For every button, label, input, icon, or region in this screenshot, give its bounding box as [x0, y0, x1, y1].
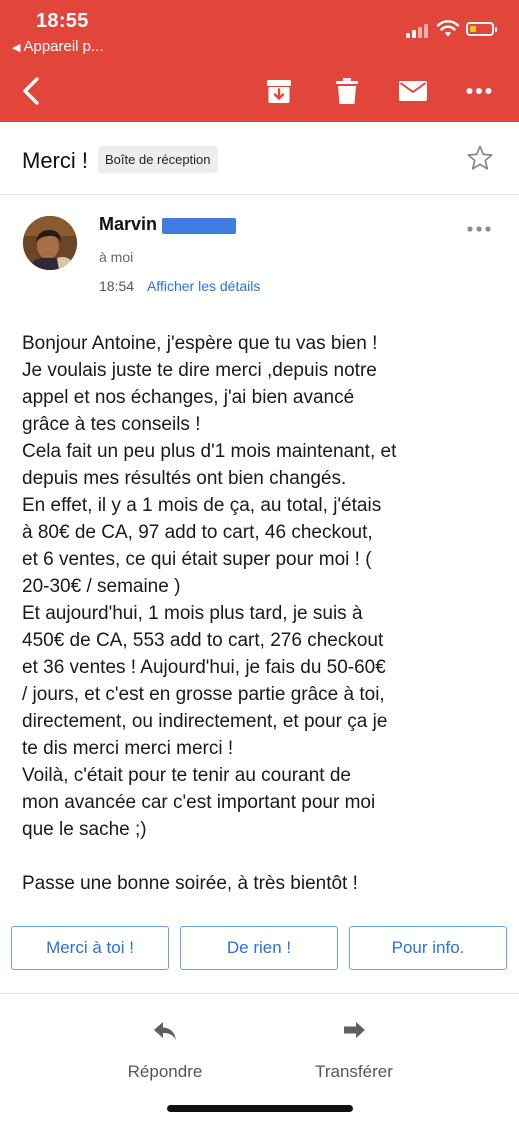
body-line: depuis mes résultés ont bien changés. — [22, 468, 347, 489]
smart-reply-2[interactable]: De rien ! — [180, 926, 338, 970]
forward-label: Transférer — [315, 1062, 393, 1081]
reply-button[interactable] — [95, 1016, 235, 1086]
star-icon[interactable] — [466, 144, 494, 172]
body-line: Bonjour Antoine, j'espère que tu vas bien ! — [22, 333, 378, 354]
body-line: 450€ de CA, 553 add to cart, 276 checkout — [22, 630, 384, 651]
back-triangle-icon: ◀ — [12, 42, 21, 54]
email-subject: Merci ! — [22, 148, 88, 173]
forward-button[interactable] — [284, 1016, 424, 1086]
more-icon[interactable] — [462, 74, 496, 108]
app-header — [0, 0, 519, 122]
body-line: Voilà, c'était pour te tenir au courant de — [22, 765, 351, 786]
body-line: Passe une bonne soirée, à très bientôt ! — [22, 873, 358, 894]
avatar[interactable] — [23, 216, 77, 270]
archive-icon[interactable] — [262, 74, 296, 108]
redaction-mark — [162, 218, 236, 234]
divider — [0, 993, 519, 994]
smart-reply-1[interactable]: Merci à toi ! — [11, 926, 169, 970]
recipient-label: à moi — [99, 249, 134, 265]
body-line: En effet, il y a 1 mois de ça, au total, j'étais — [22, 495, 382, 516]
home-indicator[interactable] — [167, 1105, 353, 1112]
inbox-label-badge[interactable]: Boîte de réception — [98, 146, 218, 173]
body-line: que le sache ;) — [22, 819, 147, 840]
body-line: Et aujourd'hui, 1 mois plus tard, je suis à — [22, 603, 363, 624]
body-line: à 80€ de CA, 97 add to cart, 46 checkout, — [22, 522, 373, 543]
trash-icon[interactable] — [330, 74, 364, 108]
body-line: Cela fait un peu plus d'1 mois maintenant, et — [22, 441, 397, 462]
status-time: 18:55 — [36, 10, 89, 32]
body-line — [22, 843, 492, 870]
show-details-link[interactable]: Afficher les détails — [147, 278, 261, 294]
sent-time: 18:54 — [99, 278, 135, 294]
body-line: appel et nos échanges, j'ai bien avancé — [22, 387, 355, 408]
forward-icon — [341, 1020, 367, 1042]
body-line: mon avancée car c'est important pour moi — [22, 792, 376, 813]
smart-reply-3[interactable]: Pour info. — [349, 926, 507, 970]
body-line: directement, ou indirectement, et pour ça je — [22, 711, 388, 732]
body-line: Je voulais juste te dire merci ,depuis notre — [22, 360, 377, 381]
body-line: te dis merci merci merci ! — [22, 738, 234, 759]
subject-row — [0, 122, 519, 195]
reply-label: Répondre — [127, 1062, 203, 1081]
body-line: 20-30€ / semaine ) — [22, 576, 181, 597]
body-line: et 6 ventes, ce qui était super pour moi ! ( — [22, 549, 372, 570]
battery-icon — [466, 22, 494, 36]
status-back-app[interactable] — [12, 38, 104, 55]
back-arrow-icon[interactable] — [14, 74, 48, 108]
body-line: et 36 ventes ! Aujourd'hui, je fais du 50-60€ — [22, 657, 386, 678]
email-body — [22, 330, 492, 897]
wifi-icon — [436, 18, 460, 38]
mail-icon[interactable] — [396, 74, 430, 108]
body-line: grâce à tes conseils ! — [22, 414, 201, 435]
reply-icon — [152, 1020, 178, 1042]
status-back-label: Appareil p... — [23, 38, 104, 55]
signal-icon — [406, 22, 432, 38]
body-line: / jours, et c'est en grosse partie grâce à toi, — [22, 684, 385, 705]
message-more-icon[interactable] — [466, 224, 492, 234]
sender-name: Marvin — [99, 214, 158, 234]
